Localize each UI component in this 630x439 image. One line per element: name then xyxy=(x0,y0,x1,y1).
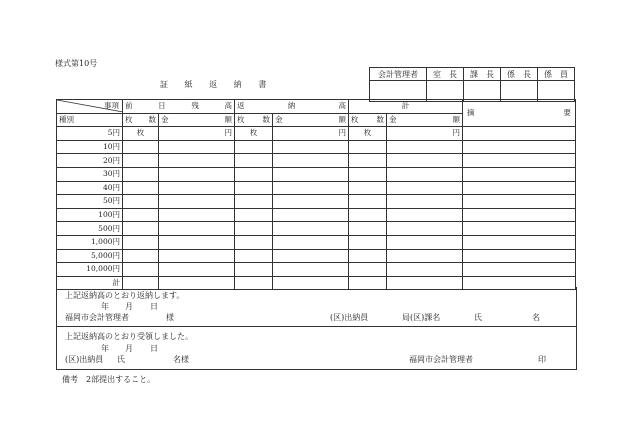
table-row xyxy=(57,167,576,181)
amount-cell[interactable] xyxy=(273,222,349,236)
denomination-label: 5,000円 xyxy=(57,249,123,263)
header-char: 納 xyxy=(287,101,296,111)
amount-cell[interactable] xyxy=(273,263,349,277)
amount-cell[interactable] xyxy=(387,208,463,222)
count-cell[interactable] xyxy=(235,222,273,236)
remarks-cell[interactable] xyxy=(463,154,576,168)
amount-cell[interactable] xyxy=(273,208,349,222)
amount-cell[interactable] xyxy=(159,263,235,277)
count-cell[interactable] xyxy=(123,167,159,181)
amount-cell[interactable] xyxy=(273,140,349,154)
approval-label: 会計管理者 xyxy=(370,68,427,81)
count-cell[interactable] xyxy=(235,167,273,181)
amount-subheader: 金 額 xyxy=(159,113,235,127)
count-cell[interactable]: 枚 xyxy=(123,127,159,141)
amount-cell[interactable] xyxy=(273,181,349,195)
table-row xyxy=(57,208,576,222)
denomination-label: 10円 xyxy=(57,140,123,154)
count-cell[interactable] xyxy=(235,154,273,168)
amount-cell[interactable] xyxy=(387,154,463,168)
amount-cell[interactable] xyxy=(273,249,349,263)
amount-cell[interactable] xyxy=(387,263,463,277)
amount-cell[interactable] xyxy=(387,235,463,249)
count-cell[interactable]: 枚 xyxy=(349,127,387,141)
receipt-name-right[interactable]: 名様 xyxy=(173,355,189,364)
count-cell[interactable] xyxy=(349,195,387,209)
remarks-cell[interactable] xyxy=(463,235,576,249)
header-char: 摘 xyxy=(467,108,475,118)
group-header-total: 計 xyxy=(349,100,463,114)
amount-cell[interactable]: 円 xyxy=(387,127,463,141)
table-corner-cell xyxy=(57,100,123,114)
approval-label: 課 長 xyxy=(464,68,501,81)
table-row xyxy=(57,140,576,154)
denomination-label: 計 xyxy=(57,276,123,290)
amount-cell[interactable] xyxy=(387,140,463,154)
remarks-cell[interactable] xyxy=(463,222,576,236)
amount-cell[interactable] xyxy=(273,167,349,181)
amount-cell[interactable]: 円 xyxy=(273,127,349,141)
title-char: 納 xyxy=(233,80,242,89)
count-cell[interactable] xyxy=(235,208,273,222)
remarks-cell[interactable] xyxy=(463,249,576,263)
count-cell[interactable] xyxy=(123,154,159,168)
form-number: 様式第10号 xyxy=(55,59,98,68)
return-name-right[interactable]: 名 xyxy=(532,313,540,322)
table-row xyxy=(57,154,576,168)
count-subheader: 枚 数 xyxy=(349,113,387,127)
receipt-name-left[interactable]: 氏 xyxy=(117,355,125,364)
amount-cell[interactable] xyxy=(273,235,349,249)
document-title xyxy=(160,80,280,90)
remarks-cell[interactable] xyxy=(463,181,576,195)
return-declaration-box xyxy=(56,287,577,327)
receipt-addressee-label: (区)出納員 xyxy=(65,355,104,364)
denomination-label: 1,000円 xyxy=(57,235,123,249)
denomination-label: 10,000円 xyxy=(57,263,123,277)
header-char: 返 xyxy=(237,101,245,111)
receipt-issuer: 福岡市会計管理者 xyxy=(409,355,473,364)
remarks-cell[interactable] xyxy=(463,127,576,141)
count-cell[interactable] xyxy=(349,249,387,263)
title-char: 証 xyxy=(160,80,168,89)
amount-cell[interactable] xyxy=(159,167,235,181)
return-sender-role: 局(区)課名 xyxy=(402,313,441,322)
count-cell[interactable] xyxy=(235,235,273,249)
count-cell[interactable] xyxy=(349,263,387,277)
amount-cell[interactable] xyxy=(159,154,235,168)
denomination-label: 5円 xyxy=(57,127,123,141)
receipt-statement: 上記返納高のとおり受領しました。 xyxy=(65,332,193,341)
count-subheader: 枚 数 xyxy=(235,113,273,127)
count-cell[interactable] xyxy=(123,140,159,154)
title-char: 紙 xyxy=(184,80,193,89)
count-cell[interactable] xyxy=(235,249,273,263)
count-cell[interactable] xyxy=(349,167,387,181)
count-cell[interactable] xyxy=(349,181,387,195)
table-row xyxy=(57,249,576,263)
amount-cell[interactable] xyxy=(159,208,235,222)
amount-cell[interactable] xyxy=(387,167,463,181)
header-char: 高 xyxy=(224,101,232,111)
receipt-date-month[interactable]: 月 xyxy=(125,344,133,353)
count-cell[interactable] xyxy=(235,263,273,277)
denomination-label: 40円 xyxy=(57,181,123,195)
count-subheader: 枚 数 xyxy=(123,113,159,127)
amount-subheader: 金 額 xyxy=(273,113,349,127)
remarks-cell[interactable] xyxy=(463,263,576,277)
count-cell[interactable]: 枚 xyxy=(235,127,273,141)
header-char: 残 xyxy=(191,101,199,111)
count-cell[interactable] xyxy=(235,181,273,195)
return-statement: 上記返納高のとおり返納します。 xyxy=(65,291,185,300)
amount-cell[interactable] xyxy=(387,222,463,236)
return-date-month[interactable]: 月 xyxy=(125,302,133,311)
remarks-cell[interactable] xyxy=(463,208,576,222)
amount-cell[interactable] xyxy=(273,154,349,168)
denomination-label: 100円 xyxy=(57,208,123,222)
amount-subheader: 金 額 xyxy=(387,113,463,127)
count-cell[interactable] xyxy=(123,181,159,195)
count-cell[interactable] xyxy=(349,140,387,154)
count-cell[interactable] xyxy=(123,249,159,263)
amount-cell[interactable] xyxy=(159,195,235,209)
denomination-label: 500円 xyxy=(57,222,123,236)
receipt-seal[interactable]: 印 xyxy=(538,355,546,364)
remarks-cell[interactable] xyxy=(463,140,576,154)
return-date-day[interactable]: 日 xyxy=(150,302,158,311)
remarks-cell[interactable] xyxy=(463,195,576,209)
approval-label: 室 長 xyxy=(427,68,464,81)
count-cell[interactable] xyxy=(123,263,159,277)
approval-label: 係 員 xyxy=(538,68,575,81)
denomination-label: 20円 xyxy=(57,154,123,168)
header-char: 高 xyxy=(338,101,346,111)
header-char: 前 xyxy=(125,101,133,111)
stamp-return-table xyxy=(56,99,576,290)
count-cell[interactable] xyxy=(123,235,159,249)
return-sender-label: (区)出納員 xyxy=(330,313,369,322)
amount-cell[interactable] xyxy=(273,195,349,209)
amount-cell[interactable] xyxy=(159,181,235,195)
corner-top-label: 事項 xyxy=(104,101,119,110)
table-row xyxy=(57,222,576,236)
count-cell[interactable] xyxy=(235,195,273,209)
return-name-left[interactable]: 氏 xyxy=(474,313,482,322)
count-cell[interactable] xyxy=(349,222,387,236)
amount-cell[interactable] xyxy=(159,235,235,249)
amount-cell[interactable]: 円 xyxy=(159,127,235,141)
receipt-date-year[interactable]: 年 xyxy=(101,344,109,353)
amount-cell[interactable] xyxy=(387,195,463,209)
receipt-declaration-box xyxy=(56,327,577,370)
count-cell[interactable] xyxy=(123,195,159,209)
count-cell[interactable] xyxy=(349,154,387,168)
denomination-label: 50円 xyxy=(57,195,123,209)
table-row xyxy=(57,263,576,277)
amount-cell[interactable] xyxy=(387,249,463,263)
group-header-previous xyxy=(123,100,235,114)
header-char: 日 xyxy=(158,101,166,111)
title-char: 返 xyxy=(209,80,218,89)
count-cell[interactable] xyxy=(349,235,387,249)
amount-cell[interactable] xyxy=(159,222,235,236)
title-char: 書 xyxy=(258,80,267,89)
table-row xyxy=(57,195,576,209)
amount-cell[interactable] xyxy=(387,181,463,195)
approval-box xyxy=(369,67,575,102)
group-header-returned xyxy=(235,100,349,114)
return-addressee: 福岡市会計管理者 xyxy=(65,313,129,322)
return-date-year[interactable]: 年 xyxy=(101,302,109,311)
count-cell[interactable] xyxy=(123,208,159,222)
table-row xyxy=(57,127,576,141)
footnote: 備考 2部提出すること。 xyxy=(62,375,156,384)
denomination-label: 30円 xyxy=(57,167,123,181)
corner-bottom-label: 種別 xyxy=(57,113,123,127)
count-cell[interactable] xyxy=(235,140,273,154)
receipt-date-day[interactable]: 日 xyxy=(150,344,158,353)
approval-label: 係 長 xyxy=(501,68,538,81)
amount-cell[interactable] xyxy=(159,140,235,154)
amount-cell[interactable] xyxy=(159,249,235,263)
table-row xyxy=(57,181,576,195)
count-cell[interactable] xyxy=(349,208,387,222)
table-row xyxy=(57,235,576,249)
remarks-header xyxy=(463,100,576,127)
return-addressee-suffix: 様 xyxy=(166,313,174,322)
header-char: 要 xyxy=(563,108,571,118)
count-cell[interactable] xyxy=(123,222,159,236)
remarks-cell[interactable] xyxy=(463,167,576,181)
